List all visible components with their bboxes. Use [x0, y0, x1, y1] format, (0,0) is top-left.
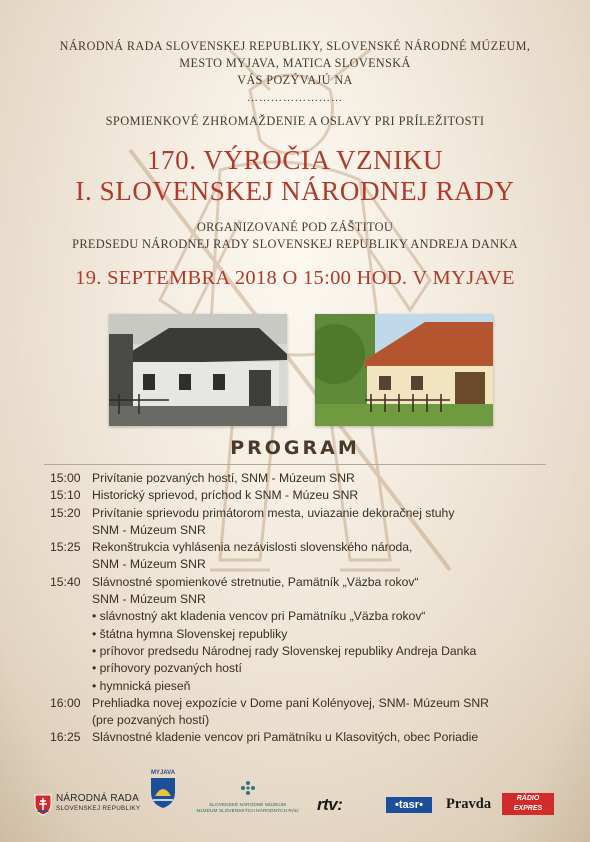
historic-house-photo [109, 314, 287, 426]
schedule-item-text: SNM - Múzeum SNR [92, 592, 206, 607]
schedule-time: 15:20 [50, 505, 81, 520]
event-title [0, 145, 590, 207]
tasr-logo: •tasr• [386, 797, 432, 813]
schedule-item-text: • príhovor predsedu Národnej rady Slovenskej republiky Andreja Danka [92, 643, 477, 658]
organizers-line: NÁRODNÁ RADA SLOVENSKEJ REPUBLIKY, SLOVENSKÉ NÁRODNÉ MÚZEUM, [59, 39, 531, 53]
radio-expres-line: RÁDIO [516, 795, 540, 802]
invite-line: VÁS POZÝVAJÚ NA [237, 73, 353, 87]
schedule-row [50, 505, 550, 540]
myjava-label: MYJAVA [150, 770, 176, 776]
snm-logo [190, 780, 305, 820]
schedule-items [92, 539, 550, 574]
patronage [0, 219, 590, 253]
slovak-coat-of-arms-icon [34, 794, 52, 816]
organizers-line: MESTO MYJAVA, MATICA SLOVENSKÁ [179, 56, 411, 70]
schedule-time: 15:40 [50, 574, 81, 589]
narodna-rada-name: NÁRODNÁ RADA [56, 793, 139, 804]
dotted-separator: …………………… [247, 92, 343, 104]
schedule-item-text: Privítanie pozvaných hostí, SNM - Múzeum SNR [92, 471, 355, 485]
partner-logos [0, 770, 590, 830]
schedule-items [92, 695, 550, 730]
schedule-items [92, 505, 550, 540]
schedule-items [92, 729, 550, 746]
myjava-crest-icon [149, 776, 177, 810]
schedule-item-text: Slávnostné kladenie vencov pri Pamätníku u Klasovitých, obec Poriadie [92, 730, 479, 745]
program-heading: PROGRAM [230, 437, 360, 459]
event-date: 19. SEPTEMBRA 2018 O 15:00 HOD. V MYJAVE [75, 267, 515, 289]
schedule-item-text: Slávnostné spomienkové stretnutie, Pamätník „Väzba rokov“ [92, 574, 419, 589]
narodna-rada-subtitle: SLOVENSKEJ REPUBLIKY [56, 805, 141, 812]
schedule-row [50, 487, 550, 504]
patronage-line: ORGANIZOVANÉ POD ZÁŠTITOU [196, 220, 394, 234]
event-title-line: 170. VÝROČIA VZNIKU [146, 145, 444, 175]
schedule-item-text: (pre pozvaných hostí) [92, 713, 210, 728]
schedule-row [50, 729, 550, 746]
schedule-item-text: Rekonštrukcia vyhlásenia nezávislosti slovenského národa, [92, 540, 413, 555]
schedule-item-text: SNM - Múzeum SNR [92, 557, 206, 572]
schedule-time: 16:25 [50, 730, 81, 745]
event-title-line: I. SLOVENSKEJ NÁRODNEJ RADY [75, 176, 515, 206]
schedule-time: 15:25 [50, 540, 81, 555]
snm-line: MÚZEUM SLOVENSKÝCH NÁRODNÝCH RÁD [196, 809, 299, 814]
schedule-items [92, 487, 550, 504]
schedule-item-text: Historický sprievod, príchod k SNM - Múzeu SNR [92, 488, 359, 503]
schedule-items [92, 574, 550, 695]
radio-expres-logo [502, 793, 554, 815]
schedule-row [50, 574, 550, 695]
pravda-logo: Pravda [446, 796, 492, 812]
program-schedule [50, 470, 550, 747]
schedule-item-text: • hymnická pieseň [92, 678, 191, 693]
schedule-item-text: SNM - Múzeum SNR [92, 522, 206, 537]
snm-line: SLOVENSKÉ NÁRODNÉ MÚZEUM [209, 803, 286, 808]
schedule-item-text: Prehliadka novej expozície v Dome pani Kolényovej, SNM- Múzeum SNR [92, 695, 489, 710]
snm-emblem-icon [240, 780, 256, 796]
schedule-row [50, 695, 550, 730]
event-subtitle: SPOMIENKOVÉ ZHROMAŽDENIE A OSLAVY PRI PRÍLEŽITOSTI [105, 114, 485, 128]
present-house-photo [315, 314, 493, 426]
schedule-items [92, 470, 550, 487]
myjava-logo [148, 770, 178, 820]
schedule-item-text: • štátna hymna Slovenskej republiky [92, 626, 288, 641]
schedule-time: 16:00 [50, 695, 81, 710]
rtvs-logo: rtv: [317, 795, 343, 814]
narodna-rada-logo [34, 792, 154, 820]
schedule-time: 15:00 [50, 471, 81, 485]
schedule-item-text: Privítanie sprievodu primátorom mesta, uviazanie dekoračnej stuhy [92, 505, 455, 520]
schedule-row [50, 539, 550, 574]
program-divider [44, 464, 546, 465]
schedule-row [50, 470, 550, 487]
schedule-item-text: • príhovory pozvaných hostí [92, 661, 242, 676]
patronage-line: PREDSEDU NÁRODNEJ RADY SLOVENSKEJ REPUBLIKY ANDREJA DANKA [72, 237, 518, 251]
schedule-time: 15:10 [50, 488, 81, 503]
organizers [0, 38, 590, 89]
schedule-item-text: • slávnostný akt kladenia vencov pri Pamätníku „Väzba rokov“ [92, 609, 426, 624]
radio-expres-line: EXPRES [513, 805, 543, 812]
